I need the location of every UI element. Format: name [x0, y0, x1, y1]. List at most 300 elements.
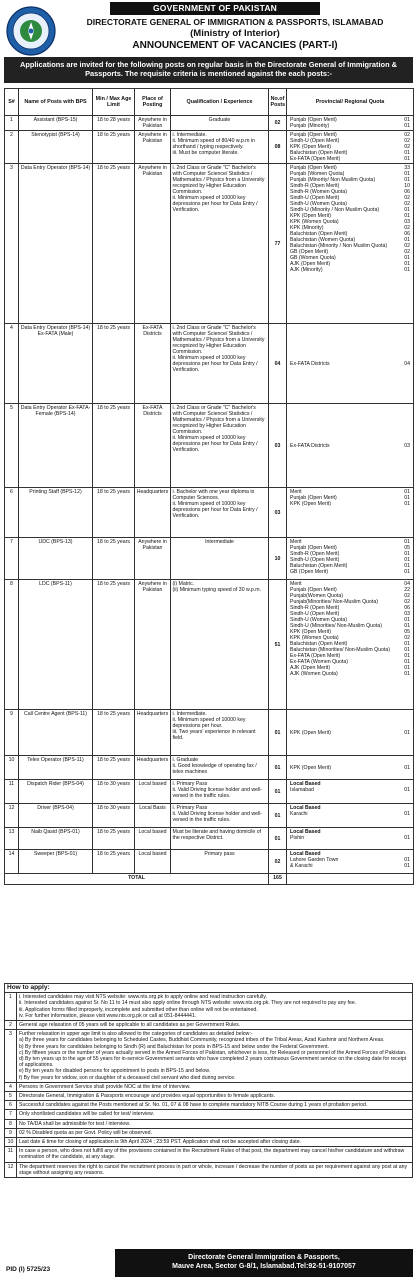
cell-sno: 5: [5, 404, 19, 488]
instruction-text: 02 % Disabled quota as per Govt. Policy will be observed.: [17, 1128, 413, 1137]
instruction-text: Directorate General, Immigration & Passports encourage and provides equal opportunities to female applicants.: [17, 1092, 413, 1101]
quota-line: [289, 671, 412, 677]
col-header-sno: S#: [5, 89, 19, 116]
cell-sno: 12: [5, 804, 19, 828]
instruction-row: [5, 1030, 413, 1083]
instruction-row: [5, 1092, 413, 1101]
cell-place-of-posting: Anywhere in Pakistan: [135, 580, 171, 710]
quota-count: 01: [404, 623, 410, 629]
quota-region: KPK (Open Merit): [290, 764, 331, 771]
quota-count: 03: [404, 442, 410, 449]
quota-count: 01: [404, 150, 410, 156]
quota-count: 02: [404, 593, 410, 599]
quota-region: Sindh-U (Open Merit): [290, 138, 340, 144]
quota-line: [289, 123, 412, 129]
cell-number-of-posts: 77: [269, 164, 287, 324]
quota-region: Punjab (Open Merit): [290, 117, 337, 123]
cell-provincial-quota: [287, 324, 414, 404]
cell-place-of-posting: Ex-FATA Districts: [135, 324, 171, 404]
instruction-row: [5, 1162, 413, 1177]
quota-count: 01: [404, 117, 410, 123]
quota-region: Baluchistan (Open Merit): [290, 231, 348, 237]
quota-region: KPK (Women Quota): [290, 635, 339, 641]
cell-post-name: Assistant (BPS-15): [19, 116, 93, 131]
quota-count: 01: [404, 177, 410, 183]
quota-region: Local Based: [290, 805, 321, 811]
cell-age-limit: 18 to 30 years: [93, 804, 135, 828]
instruction-text: No TA/DA shall be admissible for test / interview.: [17, 1119, 413, 1128]
quota-count: 01: [404, 665, 410, 671]
quota-region: Ex-FATA Districts: [290, 360, 330, 367]
cell-place-of-posting: Local based: [135, 828, 171, 850]
quota-region: Baluchistan (Open Merit): [290, 563, 348, 569]
quota-region: Sindh-U (Open Merit): [290, 557, 340, 563]
table-row: [5, 756, 414, 780]
quota-count: 01: [404, 863, 410, 869]
quota-region: Ex-FATA Districts: [290, 442, 330, 449]
cell-qualification: i. Graduate ii. Good knowledge of operating fax / telex machines: [171, 756, 269, 780]
instruction-number: 6: [5, 1101, 17, 1110]
quota-count: 01: [404, 489, 410, 495]
cell-sno: 6: [5, 488, 19, 538]
col-header-qualification: Qualification / Experience: [171, 89, 269, 116]
cell-sno: 13: [5, 828, 19, 850]
quota-region: Local Based: [290, 781, 321, 787]
how-to-apply-heading: How to apply:: [5, 984, 413, 993]
quota-region: & Karachi: [290, 863, 313, 869]
quota-region: KPK (Open Merit): [290, 729, 331, 736]
quota-region: KPK (Minority): [290, 225, 324, 231]
table-row: [5, 828, 414, 850]
quota-line: [289, 267, 412, 273]
cell-number-of-posts: 08: [269, 131, 287, 164]
cell-provincial-quota: [287, 404, 414, 488]
quota-count: 01: [404, 563, 410, 569]
quota-count: 33: [404, 165, 410, 171]
quota-region: Sindh-R (Open Merit): [290, 551, 340, 557]
instruction-number: 4: [5, 1082, 17, 1091]
directorate-seal-icon: [6, 6, 56, 56]
cell-qualification: Intermediate: [171, 538, 269, 580]
table-row: [5, 164, 414, 324]
quota-region: Local Based: [290, 851, 321, 857]
cell-age-limit: 18 to 25 years: [93, 324, 135, 404]
quota-region: Sindh-U (Women Quota): [290, 201, 347, 207]
quota-count: 02: [404, 249, 410, 255]
quota-count: 01: [404, 787, 410, 793]
quota-count: 01: [404, 495, 410, 501]
cell-age-limit: 18 to 25 years: [93, 828, 135, 850]
instruction-row: [5, 1147, 413, 1162]
quota-count: 22: [404, 587, 410, 593]
cell-place-of-posting: Anywhere in Pakistan: [135, 131, 171, 164]
table-row: [5, 131, 414, 164]
directorate-title: DIRECTORATE GENERAL OF IMMIGRATION & PASSPORTS, ISLAMABAD: [86, 17, 384, 27]
cell-age-limit: 18 to 30 years: [93, 780, 135, 804]
cell-place-of-posting: Anywhere in Pakistan: [135, 164, 171, 324]
cell-post-name: Call Centre Agent (BPS-11): [19, 710, 93, 756]
cell-place-of-posting: Anywhere in Pakistan: [135, 538, 171, 580]
table-row: [5, 116, 414, 131]
quota-count: 01: [404, 267, 410, 273]
cell-post-name: Dispatch Rider (BPS-04): [19, 780, 93, 804]
quota-region: Karachi: [290, 811, 308, 817]
quota-count: 05: [404, 629, 410, 635]
quota-region: Islamabad: [290, 787, 314, 793]
cell-qualification: i. 2nd Class or Grade "C" Bachelor's with Computer Science/ Statistics / Mathematics / Physics from a University recognized by Higher Education Commission. ii. Minimum speed of 10000 key depressions per hour for Data Entry / Verification.: [171, 404, 269, 488]
quota-region: Sindh-R (Open Merit): [290, 605, 340, 611]
government-banner: GOVERNMENT OF PAKISTAN: [110, 2, 320, 15]
quota-count: 01: [404, 213, 410, 219]
cell-provincial-quota: [287, 580, 414, 710]
quota-count: 01: [404, 659, 410, 665]
cell-provincial-quota: [287, 850, 414, 874]
quota-count: 01: [404, 539, 410, 545]
quota-count: 01: [404, 156, 410, 162]
quota-count: 01: [404, 647, 410, 653]
cell-qualification: i. Intermediate. ii. Minimum speed of 10000 key depressions per hour. iii. Two years' experience in relevant field.: [171, 710, 269, 756]
cell-post-name: Driver (BPS-04): [19, 804, 93, 828]
instruction-text: General age relaxation of 05 years will be applicable to all candidates as per Government Rules.: [17, 1021, 413, 1030]
quota-count: 01: [404, 641, 410, 647]
instruction-row: [5, 1110, 413, 1119]
quota-region: Merit: [290, 539, 302, 545]
quota-region: Baluchistan (Women Quota): [290, 237, 356, 243]
quota-region: Merit: [290, 489, 302, 495]
cell-post-name: Naib Qasid (BPS-01): [19, 828, 93, 850]
cell-age-limit: 18 to 25 years: [93, 580, 135, 710]
cell-qualification: Primary pass: [171, 850, 269, 874]
quota-region: AJK (Women Quota): [290, 671, 338, 677]
cell-sno: 14: [5, 850, 19, 874]
cell-qualification: i. Bachelor with one year diploma in Computer Sciences. ii. Minimum speed of 10000 key depressions per hour for Data Entry / Verification.: [171, 488, 269, 538]
cell-age-limit: 18 to 25 years: [93, 756, 135, 780]
cell-place-of-posting: Local based: [135, 850, 171, 874]
quota-region: Ex-FATA (Open Merit): [290, 156, 341, 162]
table-row: [5, 850, 414, 874]
quota-count: 03: [404, 611, 410, 617]
cell-number-of-posts: 01: [269, 780, 287, 804]
table-row: [5, 324, 414, 404]
instruction-text: Last date & time for closing of application is 9th April 2024 ; 23:59 PST. Application shall not be accepted after closing date.: [17, 1138, 413, 1147]
quota-region: AJK (Open Merit): [290, 261, 331, 267]
quota-count: 02: [404, 132, 410, 138]
quota-count: 04: [404, 360, 410, 367]
quota-region: Punjab (Open Merit): [290, 165, 337, 171]
cell-post-name: LDC (BPS-11): [19, 580, 93, 710]
quota-region: Punjab (Women Quota): [290, 171, 345, 177]
quota-count: 02: [404, 195, 410, 201]
quota-region: Punjab(Minorities/ Non-Muslim Quota): [290, 599, 378, 605]
quota-count: 02: [404, 138, 410, 144]
quota-line: [289, 501, 412, 507]
cell-post-name: Telex Operator (BPS-11): [19, 756, 93, 780]
quota-region: Baluchistan (Open Merit): [290, 641, 348, 647]
quota-region: Sindh-R (Women Quota): [290, 189, 347, 195]
cell-place-of-posting: Anywhere in Pakistan: [135, 116, 171, 131]
instruction-number: 5: [5, 1092, 17, 1101]
quota-region: Punjab (Minority/ Non Muslim Quota): [290, 177, 376, 183]
quota-region: Punjab (Open Merit): [290, 545, 337, 551]
cell-qualification: (i) Matric. (ii) Minimum typing speed of 30 w.p.m.: [171, 580, 269, 710]
col-header-post: Name of Posts with BPS: [19, 89, 93, 116]
instruction-row: [5, 993, 413, 1021]
col-header-place: Place of Posting: [135, 89, 171, 116]
instruction-row: [5, 1138, 413, 1147]
instruction-text: Persons in Government Service shall provide NOC at the time of Interview.: [17, 1082, 413, 1091]
cell-age-limit: 18 to 25 years: [93, 538, 135, 580]
table-row: [5, 538, 414, 580]
cell-sno: 4: [5, 324, 19, 404]
quota-region: Baluchistan (Minorities/ Non-Muslim Quota): [290, 647, 391, 653]
quota-line: [289, 443, 412, 449]
quota-region: Baluchistan (Minority / Non Muslim Quota): [290, 243, 388, 249]
total-quota-blank: [287, 874, 414, 885]
quota-count: 04: [404, 581, 410, 587]
instruction-number: 12: [5, 1162, 17, 1177]
quota-count: 01: [404, 671, 410, 677]
cell-post-name: Data Entry Operator Ex-FATA-Female (BPS-14): [19, 404, 93, 488]
quota-region: KPK (Open Merit): [290, 144, 331, 150]
quota-count: 01: [404, 617, 410, 623]
cell-number-of-posts: 03: [269, 404, 287, 488]
instruction-row: [5, 1021, 413, 1030]
footer-address-banner: [115, 1249, 413, 1277]
cell-sno: 9: [5, 710, 19, 756]
instruction-number: 3: [5, 1030, 17, 1083]
quota-count: 01: [404, 835, 410, 841]
cell-post-name: Printing Staff (BPS-12): [19, 488, 93, 538]
quota-line: [289, 569, 412, 575]
quota-region: Sindh-U (Open Merit): [290, 195, 340, 201]
instruction-row: [5, 1082, 413, 1091]
quota-count: 05: [404, 545, 410, 551]
cell-provincial-quota: [287, 131, 414, 164]
cell-number-of-posts: 01: [269, 710, 287, 756]
cell-sno: 8: [5, 580, 19, 710]
quota-count: 02: [404, 201, 410, 207]
quota-count: 01: [404, 237, 410, 243]
quota-count: 02: [404, 225, 410, 231]
instruction-row: [5, 1119, 413, 1128]
table-header-row: [5, 89, 414, 116]
cell-place-of-posting: Headquarters: [135, 756, 171, 780]
cell-sno: 10: [5, 756, 19, 780]
instruction-text: Further relaxation in upper age limit is also allowed to the categories of candidates as detailed below:- a) By three years for candidates belonging to Scheduled Castes, Buddhist Community, recognized tribes of the Tribal Areas, Azad Kashmir and Northern Areas. b) By three years for candidates belonging to Sindh (R) and Baluchistan for posts in BPS-15 and below under the Federal Government. c) By fifteen years or the number of years actually served in the Armed Forces of Pakistan, whichever is less, for Released or personnel of the Armed Forces of Pakistan. d) By ten years up to the age of 55 years for in-service Government servants who have completed 2 years continuous Government service on the closing date for receipt of applications. e) By ten years for disabled persons for appointment to posts in BPS-15 and below. f) By five years for widow, son or daughter of a deceased civil servant who died during service.: [17, 1030, 413, 1083]
quota-region: Lahore Garden Town: [290, 857, 339, 863]
total-posts: 165: [269, 874, 287, 885]
cell-qualification: Graduate: [171, 116, 269, 131]
table-row: [5, 580, 414, 710]
cell-place-of-posting: Headquarters: [135, 488, 171, 538]
quota-region: Merit: [290, 581, 302, 587]
quota-region: Punjab (Open Merit): [290, 587, 337, 593]
cell-provincial-quota: [287, 116, 414, 131]
quota-count: 01: [404, 764, 410, 771]
quota-count: 03: [404, 219, 410, 225]
col-header-quota: Provincial/ Regional Quota: [287, 89, 414, 116]
cell-sno: 2: [5, 131, 19, 164]
intro-banner: Applications are invited for the following posts on regular basis in the Directorate General of Immigration & Passports. The requisite criteria is mentioned against the each posts:-: [4, 57, 413, 83]
cell-post-name: Data Entry Operator (BPS-14): [19, 164, 93, 324]
cell-qualification: i. Primary Pass ii. Valid Driving license holder and well-versed in the traffic rules.: [171, 780, 269, 804]
quota-region: Sindh-U (Open Merit): [290, 611, 340, 617]
quota-count: 10: [404, 183, 410, 189]
quota-count: 01: [404, 255, 410, 261]
quota-count: 01: [404, 653, 410, 659]
cell-number-of-posts: 01: [269, 756, 287, 780]
instruction-number: 1: [5, 993, 17, 1021]
footer-line-2: Mauve Area, Sector G-8/1, Islamabad.Tel:92-51-9107057: [172, 1263, 356, 1270]
quota-line: [289, 156, 412, 162]
quota-count: 06: [404, 231, 410, 237]
cell-age-limit: 18 to 25 years: [93, 404, 135, 488]
quota-region: Ex-FATA (Women Quota): [290, 659, 348, 665]
quota-count: 06: [404, 605, 410, 611]
instruction-text: The department reserves the right to cancel the recruitment process in part or whole, increase / decrease the number of posts as per requirement against any post at any stage without assigning any reasons.: [17, 1162, 413, 1177]
cell-provincial-quota: [287, 538, 414, 580]
quota-region: GB (Open Merit): [290, 569, 329, 575]
cell-qualification: i. 2nd Class or Grade "C" Bachelor's with Computer Science/ Statistics / Mathematics / Physics from a University recognized by Higher Education Commission. ii. Minimum speed of 10000 key depressions per hour for Data Entry / Verification.: [171, 164, 269, 324]
quota-region: KPK (Open Merit): [290, 213, 331, 219]
instruction-number: 10: [5, 1138, 17, 1147]
cell-provincial-quota: [287, 710, 414, 756]
col-header-posts: No.of Posts: [269, 89, 287, 116]
cell-age-limit: 18 to 25 years: [93, 131, 135, 164]
announcement-title: ANNOUNCEMENT OF VACANCIES (PART-I): [132, 40, 338, 51]
quota-line: [289, 835, 412, 841]
quota-region: Pishin: [290, 835, 305, 841]
cell-age-limit: 18 to 28 years: [93, 116, 135, 131]
quota-region: Punjab(Women Quota): [290, 593, 343, 599]
quota-count: 02: [404, 144, 410, 150]
cell-number-of-posts: 51: [269, 580, 287, 710]
quota-region: Sindh-U (Minority / Non Muslim Quota): [290, 207, 380, 213]
how-to-apply-heading-row: [5, 984, 413, 993]
cell-age-limit: 18 to 25 years: [93, 164, 135, 324]
how-to-apply-table: [4, 983, 413, 1178]
quota-region: Sindh-U (Women Quota): [290, 617, 347, 623]
quota-line: [289, 787, 412, 793]
cell-post-name: Data Entry Operator (BPS-14) Ex-FATA (Male): [19, 324, 93, 404]
table-row: [5, 404, 414, 488]
quota-region: Local Based: [290, 829, 321, 835]
quota-count: 01: [404, 171, 410, 177]
quota-line: [289, 730, 412, 736]
col-header-age: Min / Max Age Limit: [93, 89, 135, 116]
quota-region: GB (Open Merit): [290, 249, 329, 255]
quota-region: AJK (Minority): [290, 267, 323, 273]
quota-line: [289, 765, 412, 771]
cell-number-of-posts: 02: [269, 116, 287, 131]
quota-region: Sindh-U (Minorities/ Non-Muslim Quota): [290, 623, 382, 629]
quota-count: 06: [404, 189, 410, 195]
cell-age-limit: 18 to 25 years: [93, 488, 135, 538]
ministry-title: (Ministry of Interior): [190, 28, 280, 39]
total-label: TOTAL: [5, 874, 269, 885]
vacancy-table: [4, 88, 414, 885]
cell-place-of-posting: Headquarters: [135, 710, 171, 756]
cell-post-name: UDC (BPS-13): [19, 538, 93, 580]
instruction-row: [5, 1128, 413, 1137]
quota-region: Ex-FATA (Open Merit): [290, 653, 341, 659]
instruction-number: 8: [5, 1119, 17, 1128]
instruction-text: Successful candidates against the Posts mentioned at Sr. No. 01, 07 & 08 have to complete mandatory NITB Course during 1 years of probation period.: [17, 1101, 413, 1110]
instruction-text: i. Interested candidates may visit NTS website: www.nts.org.pk to apply online and read instruction carefully. ii. Interested candidates against Sr. No 11 to 14 must also apply online through NTS website: www.nts.org.pk. They are not required to pay any fee. iii. Application forms filled improperly, incomplete and submitted other than online will not be entertained. iv. For further information, please visit www.nts.org.pk or call at 051-8444441.: [17, 993, 413, 1021]
cell-qualification: Must be literate and having domicile of the respective District.: [171, 828, 269, 850]
instruction-number: 11: [5, 1147, 17, 1162]
quota-count: 01: [404, 261, 410, 267]
pid-number: PID (I) 5725/23: [6, 1266, 51, 1273]
quota-count: 01: [404, 123, 410, 129]
quota-count: 01: [404, 857, 410, 863]
cell-sno: 11: [5, 780, 19, 804]
cell-post-name: Stenotypist (BPS-14): [19, 131, 93, 164]
quota-count: 01: [404, 569, 410, 575]
cell-sno: 3: [5, 164, 19, 324]
instruction-number: 2: [5, 1021, 17, 1030]
instruction-text: Only shortlisted candidates will be called for test/ interview.: [17, 1110, 413, 1119]
footer-line-1: Directorate General Immigration & Passports,: [188, 1254, 340, 1261]
quota-count: 01: [404, 557, 410, 563]
cell-provincial-quota: [287, 804, 414, 828]
cell-number-of-posts: 01: [269, 804, 287, 828]
quota-region: AJK (Open Merit): [290, 665, 331, 671]
cell-number-of-posts: 10: [269, 538, 287, 580]
quota-region: Baluchistan (Open Merit): [290, 150, 348, 156]
cell-place-of-posting: Ex-FATA Districts: [135, 404, 171, 488]
cell-qualification: i. Intermediate. ii. Minimum speed of 80/40 w.p.m in shorthand / typing respectively. iii. Must be computer literate.: [171, 131, 269, 164]
quota-count: 01: [404, 207, 410, 213]
cell-provincial-quota: [287, 756, 414, 780]
instruction-number: 9: [5, 1128, 17, 1137]
cell-provincial-quota: [287, 488, 414, 538]
quota-count: 02: [404, 635, 410, 641]
table-row: [5, 780, 414, 804]
cell-age-limit: 18 to 25 years: [93, 850, 135, 874]
table-row: [5, 488, 414, 538]
quota-region: KPK (Open Merit): [290, 629, 331, 635]
quota-region: Sindh-R (Open Merit): [290, 183, 340, 189]
instruction-text: In case a person, who does not fulfill any of the provisions contained in the Recruitment Rules of that post, the department may cancel his/her candidature and withdraw nomination of the candidate, at any stage.: [17, 1147, 413, 1162]
quota-line: [289, 863, 412, 869]
cell-provincial-quota: [287, 780, 414, 804]
cell-qualification: i. Primary Pass ii. Valid Driving license holder and well-versed in the traffic rules.: [171, 804, 269, 828]
quota-count: 02: [404, 599, 410, 605]
quota-line: [289, 361, 412, 367]
total-row: [5, 874, 414, 885]
table-row: [5, 804, 414, 828]
cell-sno: 7: [5, 538, 19, 580]
table-row: [5, 710, 414, 756]
quota-count: 01: [404, 551, 410, 557]
quota-region: KPK (Women Quota): [290, 219, 339, 225]
cell-provincial-quota: [287, 828, 414, 850]
cell-number-of-posts: 04: [269, 324, 287, 404]
quota-count: 01: [404, 811, 410, 817]
cell-provincial-quota: [287, 164, 414, 324]
cell-sno: 1: [5, 116, 19, 131]
quota-count: 01: [404, 501, 410, 507]
quota-region: Punjab (Open Merit): [290, 495, 337, 501]
quota-region: Punjab (Open Merit): [290, 132, 337, 138]
quota-count: 01: [404, 729, 410, 736]
quota-count: 02: [404, 243, 410, 249]
cell-post-name: Sweeper (BPS-01): [19, 850, 93, 874]
quota-region: GB (Women Quota): [290, 255, 336, 261]
cell-number-of-posts: 02: [269, 850, 287, 874]
quota-region: KPK (Open Merit): [290, 501, 331, 507]
